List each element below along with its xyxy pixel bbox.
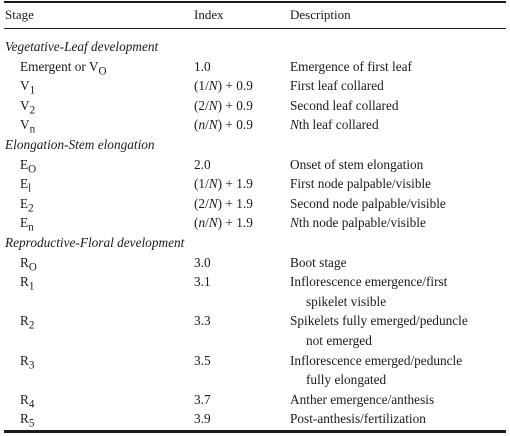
section-title: Elongation-Stem elongation xyxy=(5,136,155,152)
header-stage: Stage xyxy=(5,7,34,22)
index-cell: (n/N) + 0.9 xyxy=(194,117,253,133)
stage-cell: $R_2$ xyxy=(20,313,35,332)
index-cell: (1/N) + 1.9 xyxy=(194,176,253,192)
stage-cell: $R_4$ xyxy=(20,391,35,411)
description-continuation: fully elongated xyxy=(306,372,387,388)
table-row xyxy=(0,390,510,410)
table-top-rule xyxy=(4,1,506,3)
description-cell: Nth node palpable/visible xyxy=(290,215,426,231)
description-continuation: not emerged xyxy=(306,332,372,348)
stage-cell: $E_l$ xyxy=(20,176,32,195)
description-cell: Anther emergence/anthesis xyxy=(290,391,435,407)
table-row xyxy=(0,194,510,214)
description-cell: First leaf collared xyxy=(290,78,384,94)
index-cell: 2.0 xyxy=(194,156,211,172)
stage-cell: $R_1$ xyxy=(20,274,35,293)
stage-cell: $V_n$ xyxy=(20,117,36,137)
index-cell: 3.9 xyxy=(194,411,211,427)
stage-cell: $E_n$ xyxy=(20,215,34,234)
description-cell: Post-anthesis/fertilization xyxy=(290,411,426,427)
table-row xyxy=(0,213,510,233)
table-row xyxy=(0,351,510,390)
table-row xyxy=(0,174,510,194)
stage-cell: $V_1$ xyxy=(20,78,36,97)
index-cell: 3.3 xyxy=(194,313,211,329)
description-cell: Emergence of first leaf xyxy=(290,58,412,74)
section-title: Vegetative-Leaf development xyxy=(5,39,159,54)
table-body xyxy=(0,37,510,429)
index-cell: (2/N) + 1.9 xyxy=(194,195,253,211)
section-title: Reproductive-Floral development xyxy=(5,234,185,250)
index-cell: 3.7 xyxy=(194,391,211,407)
table-row xyxy=(0,76,510,96)
description-cell: Nth leaf collared xyxy=(290,117,379,133)
table-row xyxy=(0,115,510,135)
header-description: Description xyxy=(290,7,351,22)
table-row xyxy=(0,57,510,77)
stage-cell: $V_2$ xyxy=(20,97,36,117)
description-cell: Second node palpable/visible xyxy=(290,195,446,211)
index-cell: (1/N) + 0.9 xyxy=(194,78,253,94)
stage-cell: $R_O$ xyxy=(20,254,37,274)
table-row xyxy=(0,96,510,116)
stage-cell: $E_O$ xyxy=(20,156,37,176)
description-cell: Second leaf collared xyxy=(290,97,399,113)
index-cell: 3.0 xyxy=(194,254,211,270)
description-cell: First node palpable/visible xyxy=(290,176,432,192)
table-row xyxy=(0,409,510,429)
description-cell: Spikelets fully emerged/peduncle xyxy=(290,313,468,329)
description-cell: Onset of stem elongation xyxy=(290,156,424,172)
table-row xyxy=(0,253,510,273)
table-bottom-rule xyxy=(4,430,506,433)
description-cell: Inflorescence emerged/peduncle xyxy=(290,352,463,368)
index-cell: (2/N) + 0.9 xyxy=(194,97,253,113)
stage-cell: Emergent or $V_O$ xyxy=(20,58,107,78)
header-rule xyxy=(4,28,506,29)
description-cell: Boot stage xyxy=(290,254,347,270)
stage-cell: $R_3$ xyxy=(20,352,35,372)
stage-cell: $R_5$ xyxy=(20,411,35,430)
index-cell: 3.5 xyxy=(194,352,211,368)
table-row xyxy=(0,311,510,350)
index-cell: (n/N) + 1.9 xyxy=(194,215,253,231)
stage-cell: $E_2$ xyxy=(20,195,34,215)
header-index: Index xyxy=(194,7,224,22)
description-continuation: spikelet visible xyxy=(306,293,387,309)
table-row xyxy=(0,155,510,175)
index-cell: 1.0 xyxy=(194,58,211,74)
table-row xyxy=(0,272,510,311)
description-cell: Inflorescence emergence/first xyxy=(290,274,448,290)
index-cell: 3.1 xyxy=(194,274,211,290)
